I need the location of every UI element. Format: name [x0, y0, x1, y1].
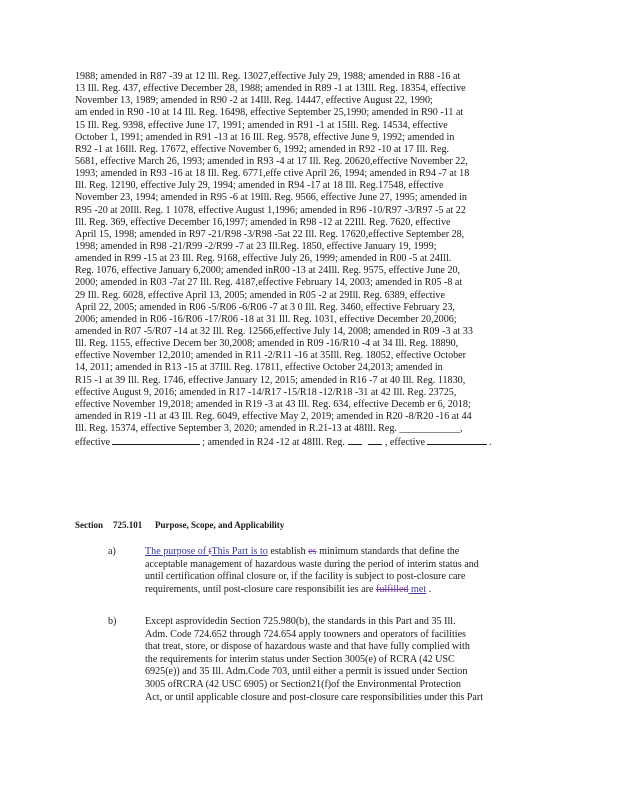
history-line: 15 Ill. Reg. 9398, effective June 17, 1991; amended in R91 -1 at 15Ill. Reg. 14534, effective — [75, 119, 448, 131]
deleted-text: fulfilled — [375, 583, 409, 595]
blank-line — [112, 435, 200, 445]
section-label: Section — [75, 520, 103, 530]
history-line: April 22, 2005; amended in R06 -5/R06 -6/R06 -7 at 3 0 Ill. Reg. 3460, effective February 23, — [75, 301, 455, 313]
blank-line — [427, 435, 487, 445]
history-line: 29 Ill. Reg. 6028, effective April 13, 2005; amended in R05 -2 at 29Ill. Reg. 6389, effective — [75, 289, 445, 301]
inserted-text: The purpose of — [145, 546, 209, 557]
history-note — [75, 71, 545, 447]
paragraph-b-line: the requirements for interim status under Section 3005(e) of RCRA (42 USC — [145, 653, 455, 665]
history-line: 1993; amended in R93 -16 at 18 Ill. Reg. 6771,effe ctive April 26, 1994; amended in R94 -7 at 18 — [75, 168, 470, 180]
section-title: Purpose, Scope, and Applicability — [155, 520, 285, 530]
deleted-text: es — [308, 546, 317, 557]
history-line: Ill. Reg. 369, effective December 16,1997; amended in R98 -12 at 22Ill. Reg. 7620, effective — [75, 216, 451, 228]
paragraph-label: a) — [108, 546, 116, 557]
history-line: November 23, 1994; amended in R95 -6 at 19Ill. Reg. 9566, effective June 27, 1995; amended in — [75, 192, 467, 204]
history-line: amended in R99 -15 at 23 Ill. Reg. 9168, effective July 26, 1999; amended in R00 -5 at 24Ill. — [75, 253, 452, 265]
paragraph-b-line: that treat, store, or dispose of hazardous waste and that have fully complied with — [145, 641, 470, 653]
history-line: April 15, 1998; amended in R97 -21/R98 -3/R98 -5at 22 Ill. Reg. 17620,effective September 28, — [75, 228, 465, 240]
paragraph-a-line: until certification offinal closure or, if the facility is subject to post-closure care — [145, 571, 466, 583]
history-line: 1988; amended in R87 -39 at 12 Ill. Reg. 13027,effective July 29, 1988; amended in R88 -16 at — [75, 71, 461, 82]
plain-text: establish — [267, 546, 309, 557]
history-line: amended in R07 -5/R07 -14 at 32 Ill. Reg. 12566,effective July 14, 2008; amended in R09 -3 at 33 — [75, 325, 473, 337]
history-line: 2006; amended in R06 -16/R06 -17/R06 -18 at 31 Ill. Reg. 1031, effective December 20,2006; — [75, 313, 457, 325]
history-line: 14, 2011; amended in R13 -15 at 37Ill. Reg. 17811, effective October 24,2013; amended in — [75, 362, 443, 374]
paragraph-b-line: Except asprovidedin Section 725.980(b), the standards in this Part and 35 Ill. — [145, 616, 456, 627]
history-line: October 1, 1991; amended in R91 -13 at 16 Ill. Reg. 9578, effective June 9, 1992; amended in — [75, 131, 455, 143]
paragraph-label: b) — [108, 616, 117, 627]
history-line: 2000; amended in R03 -7at 27 Ill. Reg. 4187,effective February 14, 2003; amended in R05 -8 at — [75, 277, 463, 289]
paragraph-a-line — [145, 546, 549, 559]
history-line: November 13, 1989; amended in R90 -2 at 14Ill. Reg. 14447, effective August 22, 1990; — [75, 95, 433, 107]
history-line: Ill. Reg. 1155, effective Decem ber 30,2008; amended in R09 -16/R10 -4 at 34 Ill. Reg. 18890, — [75, 338, 459, 350]
plain-text: requirements, until post-closure care responsibilit ies are — [145, 583, 376, 595]
history-line: R92 -1 at 16Ill. Reg. 17672, effective November 6, 1992; amended in R92 -10 at 17 Ill. Reg. — [75, 143, 450, 155]
plain-text: . — [489, 437, 492, 448]
inserted-text: met — [408, 583, 427, 595]
history-line: effective November 12,2010; amended in R11 -2/R11 -16 at 35Ill. Reg. 18052, effective October — [75, 350, 467, 362]
plain-text: . — [426, 583, 432, 595]
history-line: Reg. 1076, effective January 6,2000; amended inR00 -13 at 24Ill. Reg. 9575, effective June 20, — [75, 265, 461, 277]
history-line: amended in R19 -11 at 43 Ill. Reg. 6049, effective May 2, 2019; amended in R20 -8/R20 -16 at 44 — [75, 410, 472, 422]
history-line: 5681, effective March 26, 1993; amended in R93 -4 at 17 Ill. Reg. 20620,effective November 22, — [75, 155, 468, 167]
history-line: 1998; amended in R98 -21/R99 -2/R99 -7 at 23 Ill.Reg. 1850, effective January 19, 1999; — [75, 240, 437, 252]
history-line: effective August 9, 2016; amended in R17 -14/R17 -15/R18 -12/R18 -31 at 42 Ill. Reg. 23725, — [75, 386, 457, 398]
history-line: effective November 19,2018; amended in R19 -3 at 43 Ill. Reg. 634, effective Decemb er 6, 2018; — [75, 398, 471, 410]
history-line: R95 -20 at 20Ill. Reg. 1 1078, effective August 1,1996; amended in R96 -10/R97 -3/R97 -5 at 22 — [75, 204, 466, 216]
deleted-text: t — [208, 546, 212, 557]
paragraph-a-line — [145, 584, 549, 597]
history-line — [75, 435, 545, 447]
section-heading — [75, 520, 284, 530]
history-line: 13 Ill. Reg. 437, effective December 28, 1988; amended in R89 -1 at 13Ill. Reg. 18354, effective — [75, 83, 466, 95]
history-line: Ill. Reg. 12190, effective July 29, 1994; amended in R94 -17 at 18 Ill. Reg.17548, effective — [75, 180, 444, 192]
plain-text: effective — [75, 437, 111, 448]
inserted-text: This Part is to — [211, 546, 268, 557]
blank-line — [348, 435, 362, 445]
plain-text: , effective — [384, 437, 425, 448]
plain-text: ; amended in R24 -12 at 48Ill. Reg. — [202, 437, 345, 448]
history-line: am ended in R90 -10 at 14 Ill. Reg. 16498, effective September 25,1990; amended in R90 -11 at — [75, 107, 464, 119]
paragraph-b-line: 3005 ofRCRA (42 USC 6905) or Section21(f)of the Environmental Protection — [145, 678, 461, 690]
blank-line — [368, 435, 382, 445]
section-number: 725.101 — [113, 520, 143, 530]
paragraph-b-line: 6925(e)) and 35 Ill. Adm.Code 703, until either a permit is issued under Section — [145, 666, 468, 678]
paragraph-b-line: Act, or until applicable closure and post-closure care responsibilities under this Part — [145, 691, 484, 703]
paragraph-b-line: Adm. Code 724.652 through 724.654 apply toowners and operators of facilities — [145, 628, 466, 640]
history-line: R15 -1 at 39 Ill. Reg. 1746, effective January 12, 2015; amended in R16 -7 at 40 Ill. Reg. 11830, — [75, 374, 466, 386]
paragraph-a-line: acceptable management of hazardous waste during the period of interim status and — [145, 558, 479, 570]
history-line: Ill. Reg. 15374, effective September 3, 2020; amended in R.21-13 at 48Ill. Reg. ____________, — [75, 423, 463, 435]
plain-text: minimum standards that define the — [316, 546, 460, 557]
